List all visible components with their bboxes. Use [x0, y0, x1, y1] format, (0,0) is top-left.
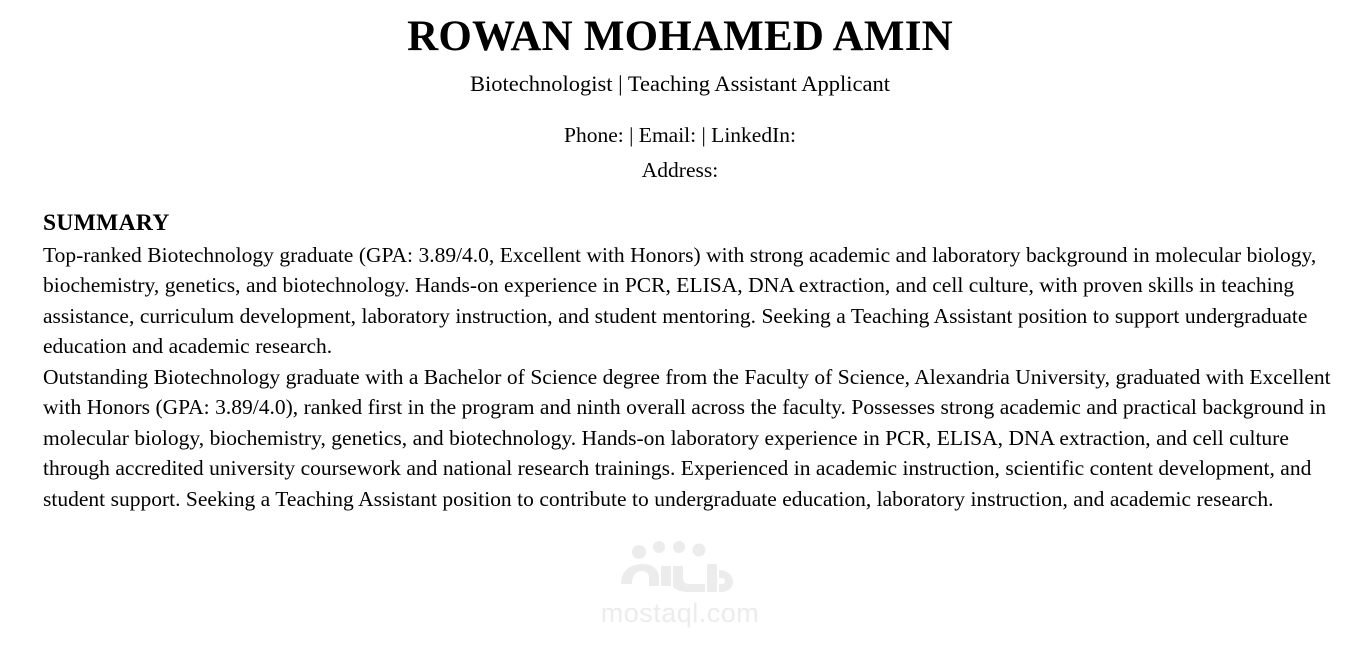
section-summary	[43, 209, 1340, 515]
resume-header	[0, 0, 1360, 182]
mostaql-logo-icon	[605, 540, 755, 598]
summary-paragraph-2: Outstanding Biotechnology graduate with a Bachelor of Science degree from the Faculty of Science, Alexandria University, graduated with Excellent with Honors (GPA: 3.89/4.0), ranked first in the program and ninth overall across the faculty. Possesses strong academic and practical background in molecular biology, biochemistry, genetics, and biotechnology. Hands-on laboratory experience in PCR, ELISA, DNA extraction, and cell culture through accredited university coursework and national research trainings. Experienced in academic instruction, scientific content development, and student support. Seeking a Teaching Assistant position to contribute to undergraduate education, laboratory instruction, and academic research.	[43, 364, 1331, 511]
address-line: Address:	[641, 158, 719, 183]
contact-line: Phone: | Email: | LinkedIn:	[564, 122, 796, 147]
section-body-summary	[43, 240, 1340, 515]
resume-body	[0, 182, 1360, 515]
candidate-headline: Biotechnologist | Teaching Assistant Applicant	[470, 70, 890, 96]
section-title-summary: SUMMARY	[43, 209, 170, 236]
watermark	[0, 540, 1360, 652]
watermark-text: mostaql.com	[600, 598, 760, 628]
candidate-name: ROWAN MOHAMED AMIN	[407, 13, 953, 60]
summary-paragraph-1: Top-ranked Biotechnology graduate (GPA: 3.89/4.0, Excellent with Honors) with strong academic and laboratory background in molecular biology, biochemistry, genetics, and biotechnology. Hands-on experience in PCR, ELISA, DNA extraction, and cell culture, with proven skills in teaching assistance, curriculum development, laboratory instruction, and student mentoring. Seeking a Teaching Assistant position to support undergraduate education and academic research.	[43, 242, 1317, 359]
